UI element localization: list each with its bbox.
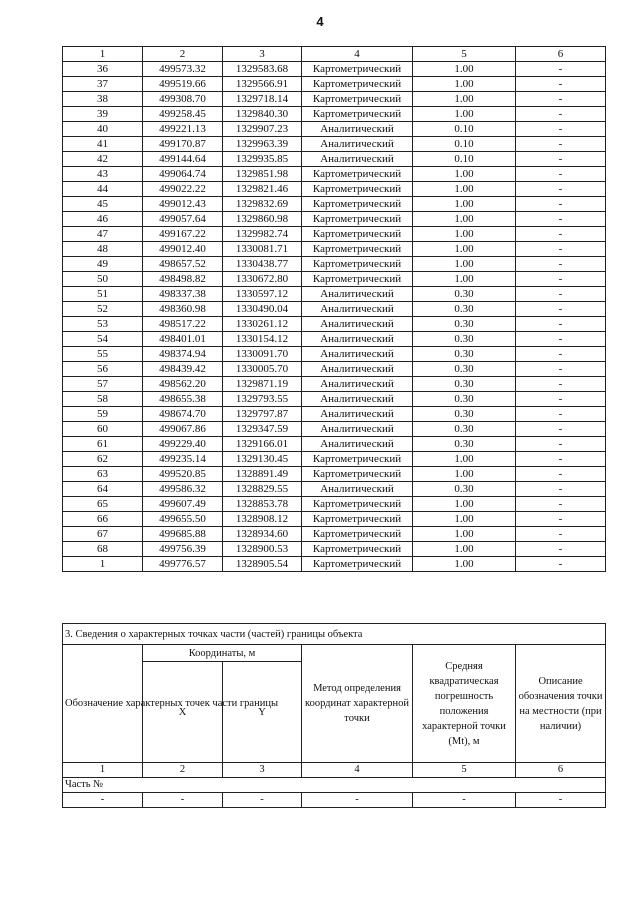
accuracy: 1.00	[413, 542, 516, 557]
table-row	[63, 542, 606, 557]
table-row	[63, 497, 606, 512]
point-number: 62	[63, 452, 143, 467]
accuracy: 1.00	[413, 197, 516, 212]
table-row	[63, 212, 606, 227]
description: -	[516, 542, 606, 557]
accuracy: 0.10	[413, 122, 516, 137]
description: -	[516, 167, 606, 182]
point-number: 1	[63, 557, 143, 572]
description: -	[516, 362, 606, 377]
table-row	[63, 167, 606, 182]
table-row	[63, 137, 606, 152]
method: Картометрический	[302, 497, 413, 512]
description: -	[516, 92, 606, 107]
accuracy: 0.30	[413, 422, 516, 437]
point-number: 46	[63, 212, 143, 227]
table-row	[63, 557, 606, 572]
method: Аналитический	[302, 347, 413, 362]
description: -	[516, 287, 606, 302]
description: -	[516, 512, 606, 527]
y-coordinate: 1328934.60	[223, 527, 302, 542]
accuracy: 0.30	[413, 332, 516, 347]
point-number: 64	[63, 482, 143, 497]
accuracy: 0.10	[413, 152, 516, 167]
y-coordinate: 1330438.77	[223, 257, 302, 272]
table-row	[63, 392, 606, 407]
y-coordinate: 1328853.78	[223, 497, 302, 512]
y-coordinate: 1329566.91	[223, 77, 302, 92]
table-row	[63, 302, 606, 317]
table-row	[63, 467, 606, 482]
table-row	[63, 107, 606, 122]
y-coordinate: 1329797.87	[223, 407, 302, 422]
accuracy: 1.00	[413, 257, 516, 272]
method: Картометрический	[302, 107, 413, 122]
table-row	[63, 182, 606, 197]
y-coordinate: 1329793.55	[223, 392, 302, 407]
y-coordinate: 1329821.46	[223, 182, 302, 197]
method: Картометрический	[302, 512, 413, 527]
table-row	[63, 92, 606, 107]
y-coordinate: 1329832.69	[223, 197, 302, 212]
y-coordinate: 1329130.45	[223, 452, 302, 467]
method: Картометрический	[302, 557, 413, 572]
table-row	[63, 152, 606, 167]
header-y: Y	[223, 662, 302, 763]
description: -	[516, 242, 606, 257]
method: Картометрический	[302, 467, 413, 482]
accuracy: 1.00	[413, 182, 516, 197]
point-number: 40	[63, 122, 143, 137]
y-coordinate: 1330672.80	[223, 272, 302, 287]
y-coordinate: 1329851.98	[223, 167, 302, 182]
x-coordinate: 498439.42	[143, 362, 223, 377]
accuracy: 1.00	[413, 212, 516, 227]
y-coordinate: 1328905.54	[223, 557, 302, 572]
table-row	[63, 62, 606, 77]
x-coordinate: 499520.85	[143, 467, 223, 482]
column-numbers-row	[63, 763, 606, 778]
point-number: 43	[63, 167, 143, 182]
x-coordinate: 499012.40	[143, 242, 223, 257]
x-coordinate: 499573.32	[143, 62, 223, 77]
point-number: 52	[63, 302, 143, 317]
column-number: 6	[516, 47, 606, 62]
x-coordinate: 499057.64	[143, 212, 223, 227]
point-number: 50	[63, 272, 143, 287]
point-number: 67	[63, 527, 143, 542]
table-row	[63, 377, 606, 392]
method: Картометрический	[302, 182, 413, 197]
y-coordinate: 1329347.59	[223, 422, 302, 437]
method: Аналитический	[302, 287, 413, 302]
description: -	[516, 137, 606, 152]
point-number: 49	[63, 257, 143, 272]
column-number: 2	[143, 47, 223, 62]
point-number: 66	[63, 512, 143, 527]
method: Картометрический	[302, 242, 413, 257]
header-coordinates: Координаты, м	[143, 645, 302, 662]
description: -	[516, 122, 606, 137]
accuracy: 1.00	[413, 497, 516, 512]
y-coordinate: 1329840.30	[223, 107, 302, 122]
point-number: 47	[63, 227, 143, 242]
method: Картометрический	[302, 452, 413, 467]
accuracy: 1.00	[413, 227, 516, 242]
column-number: 1	[63, 763, 143, 778]
method: Аналитический	[302, 317, 413, 332]
description: -	[516, 467, 606, 482]
x-coordinate: 499235.14	[143, 452, 223, 467]
description: -	[516, 347, 606, 362]
x-coordinate: 499685.88	[143, 527, 223, 542]
point-number: 41	[63, 137, 143, 152]
method: Аналитический	[302, 437, 413, 452]
accuracy: 1.00	[413, 512, 516, 527]
point-number: 57	[63, 377, 143, 392]
point-number: 60	[63, 422, 143, 437]
table-row	[63, 437, 606, 452]
table-row	[63, 227, 606, 242]
y-coordinate: 1330091.70	[223, 347, 302, 362]
x-coordinate: 499022.22	[143, 182, 223, 197]
method: Картометрический	[302, 197, 413, 212]
x-coordinate: 499586.32	[143, 482, 223, 497]
y-coordinate: 1329907.23	[223, 122, 302, 137]
table-row	[63, 452, 606, 467]
point-number: 54	[63, 332, 143, 347]
column-number: 5	[413, 47, 516, 62]
method: Картометрический	[302, 227, 413, 242]
column-number: 4	[302, 763, 413, 778]
method: Картометрический	[302, 272, 413, 287]
accuracy: 0.30	[413, 287, 516, 302]
accuracy: 0.30	[413, 347, 516, 362]
method: Картометрический	[302, 167, 413, 182]
x-coordinate: 498337.38	[143, 287, 223, 302]
y-coordinate: 1330154.12	[223, 332, 302, 347]
description: -	[516, 227, 606, 242]
point-number: 68	[63, 542, 143, 557]
x-coordinate: 499170.87	[143, 137, 223, 152]
point-number: 48	[63, 242, 143, 257]
method: Аналитический	[302, 482, 413, 497]
method: Картометрический	[302, 62, 413, 77]
method: Аналитический	[302, 407, 413, 422]
accuracy: 1.00	[413, 452, 516, 467]
table-row	[63, 332, 606, 347]
description: -	[516, 377, 606, 392]
point-number: 38	[63, 92, 143, 107]
x-coordinate: 499229.40	[143, 437, 223, 452]
empty-cell: -	[302, 793, 413, 808]
method: Аналитический	[302, 422, 413, 437]
x-coordinate: 498374.94	[143, 347, 223, 362]
description: -	[516, 107, 606, 122]
description: -	[516, 557, 606, 572]
description: -	[516, 197, 606, 212]
y-coordinate: 1328908.12	[223, 512, 302, 527]
method: Аналитический	[302, 377, 413, 392]
accuracy: 1.00	[413, 467, 516, 482]
description: -	[516, 407, 606, 422]
x-coordinate: 498517.22	[143, 317, 223, 332]
y-coordinate: 1328900.53	[223, 542, 302, 557]
column-numbers-row	[63, 47, 606, 62]
x-coordinate: 499067.86	[143, 422, 223, 437]
y-coordinate: 1329935.85	[223, 152, 302, 167]
section3-table	[62, 623, 606, 808]
accuracy: 1.00	[413, 242, 516, 257]
section3-title: 3. Сведения о характерных точках части (частей) границы объекта	[63, 624, 606, 645]
part-label: Часть №	[63, 778, 606, 793]
empty-cell: -	[516, 793, 606, 808]
table-row	[63, 482, 606, 497]
accuracy: 0.30	[413, 407, 516, 422]
accuracy: 0.30	[413, 377, 516, 392]
header-accuracy: Средняя квадратическая погрешность положения характерной точки (Mt), м	[413, 645, 516, 763]
header-designation: Обозначение характерных точек части границы	[63, 645, 143, 763]
point-number: 61	[63, 437, 143, 452]
description: -	[516, 272, 606, 287]
point-number: 55	[63, 347, 143, 362]
method: Аналитический	[302, 362, 413, 377]
point-number: 58	[63, 392, 143, 407]
column-number: 2	[143, 763, 223, 778]
y-coordinate: 1330005.70	[223, 362, 302, 377]
y-coordinate: 1329963.39	[223, 137, 302, 152]
x-coordinate: 498401.01	[143, 332, 223, 347]
y-coordinate: 1329583.68	[223, 62, 302, 77]
x-coordinate: 498655.38	[143, 392, 223, 407]
description: -	[516, 257, 606, 272]
x-coordinate: 499221.13	[143, 122, 223, 137]
table-row	[63, 512, 606, 527]
description: -	[516, 62, 606, 77]
point-number: 37	[63, 77, 143, 92]
x-coordinate: 498674.70	[143, 407, 223, 422]
table-row	[63, 317, 606, 332]
x-coordinate: 499308.70	[143, 92, 223, 107]
accuracy: 0.30	[413, 317, 516, 332]
empty-cell: -	[63, 793, 143, 808]
method: Картометрический	[302, 92, 413, 107]
point-number: 59	[63, 407, 143, 422]
empty-cell: -	[143, 793, 223, 808]
table-row	[63, 347, 606, 362]
x-coordinate: 499607.49	[143, 497, 223, 512]
header-method: Метод определения координат характерной точки	[302, 645, 413, 763]
y-coordinate: 1330261.12	[223, 317, 302, 332]
accuracy: 1.00	[413, 107, 516, 122]
table-row	[63, 122, 606, 137]
method: Аналитический	[302, 332, 413, 347]
header-x: X	[143, 662, 223, 763]
y-coordinate: 1329860.98	[223, 212, 302, 227]
page-number: 4	[316, 14, 324, 29]
description: -	[516, 392, 606, 407]
accuracy: 0.30	[413, 362, 516, 377]
point-number: 42	[63, 152, 143, 167]
table-row	[63, 407, 606, 422]
method: Аналитический	[302, 302, 413, 317]
x-coordinate: 499776.57	[143, 557, 223, 572]
column-number: 4	[302, 47, 413, 62]
y-coordinate: 1329871.19	[223, 377, 302, 392]
point-number: 63	[63, 467, 143, 482]
x-coordinate: 499756.39	[143, 542, 223, 557]
x-coordinate: 499064.74	[143, 167, 223, 182]
empty-cell: -	[223, 793, 302, 808]
description: -	[516, 497, 606, 512]
column-number: 6	[516, 763, 606, 778]
accuracy: 1.00	[413, 167, 516, 182]
description: -	[516, 332, 606, 347]
x-coordinate: 499012.43	[143, 197, 223, 212]
description: -	[516, 437, 606, 452]
y-coordinate: 1329166.01	[223, 437, 302, 452]
y-coordinate: 1329982.74	[223, 227, 302, 242]
table-row	[63, 272, 606, 287]
method: Картометрический	[302, 527, 413, 542]
x-coordinate: 499258.45	[143, 107, 223, 122]
coordinates-table	[62, 46, 606, 572]
accuracy: 1.00	[413, 272, 516, 287]
y-coordinate: 1330490.04	[223, 302, 302, 317]
accuracy: 0.30	[413, 437, 516, 452]
point-number: 53	[63, 317, 143, 332]
header-description: Описание обозначения точки на местности (при наличии)	[516, 645, 606, 763]
description: -	[516, 317, 606, 332]
description: -	[516, 527, 606, 542]
x-coordinate: 498657.52	[143, 257, 223, 272]
table-row	[63, 527, 606, 542]
x-coordinate: 499144.64	[143, 152, 223, 167]
point-number: 36	[63, 62, 143, 77]
accuracy: 1.00	[413, 62, 516, 77]
y-coordinate: 1329718.14	[223, 92, 302, 107]
accuracy: 0.30	[413, 482, 516, 497]
description: -	[516, 302, 606, 317]
method: Картометрический	[302, 212, 413, 227]
point-number: 45	[63, 197, 143, 212]
accuracy: 0.10	[413, 137, 516, 152]
x-coordinate: 499167.22	[143, 227, 223, 242]
table-row	[63, 242, 606, 257]
column-number: 1	[63, 47, 143, 62]
x-coordinate: 498498.82	[143, 272, 223, 287]
point-number: 39	[63, 107, 143, 122]
description: -	[516, 152, 606, 167]
description: -	[516, 482, 606, 497]
accuracy: 1.00	[413, 77, 516, 92]
accuracy: 1.00	[413, 92, 516, 107]
accuracy: 1.00	[413, 557, 516, 572]
column-number: 3	[223, 47, 302, 62]
empty-cell: -	[413, 793, 516, 808]
table-row	[63, 287, 606, 302]
table-row	[63, 422, 606, 437]
method: Аналитический	[302, 137, 413, 152]
accuracy: 0.30	[413, 392, 516, 407]
method: Аналитический	[302, 152, 413, 167]
x-coordinate: 499655.50	[143, 512, 223, 527]
point-number: 44	[63, 182, 143, 197]
x-coordinate: 498562.20	[143, 377, 223, 392]
point-number: 56	[63, 362, 143, 377]
table-row	[63, 77, 606, 92]
point-number: 51	[63, 287, 143, 302]
description: -	[516, 77, 606, 92]
column-number: 5	[413, 763, 516, 778]
empty-row	[63, 793, 606, 808]
method: Аналитический	[302, 392, 413, 407]
method: Аналитический	[302, 122, 413, 137]
method: Картометрический	[302, 77, 413, 92]
column-number: 3	[223, 763, 302, 778]
method: Картометрический	[302, 542, 413, 557]
y-coordinate: 1328891.49	[223, 467, 302, 482]
accuracy: 1.00	[413, 527, 516, 542]
table-row	[63, 197, 606, 212]
method: Картометрический	[302, 257, 413, 272]
x-coordinate: 498360.98	[143, 302, 223, 317]
x-coordinate: 499519.66	[143, 77, 223, 92]
table-row	[63, 362, 606, 377]
y-coordinate: 1328829.55	[223, 482, 302, 497]
y-coordinate: 1330597.12	[223, 287, 302, 302]
y-coordinate: 1330081.71	[223, 242, 302, 257]
description: -	[516, 452, 606, 467]
description: -	[516, 422, 606, 437]
accuracy: 0.30	[413, 302, 516, 317]
description: -	[516, 212, 606, 227]
table-row	[63, 257, 606, 272]
point-number: 65	[63, 497, 143, 512]
description: -	[516, 182, 606, 197]
